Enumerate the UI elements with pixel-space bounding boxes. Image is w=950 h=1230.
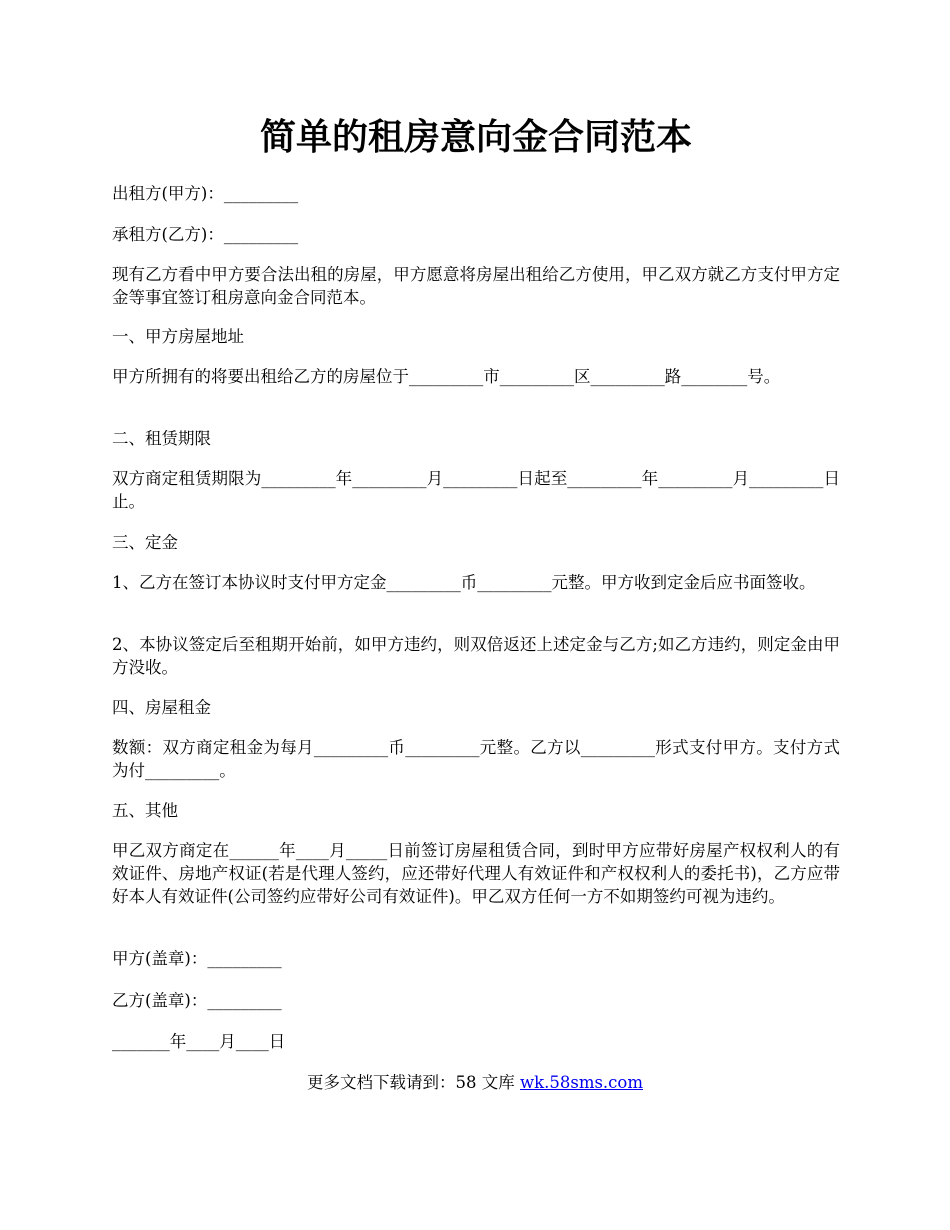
document-title: 简单的租房意向金合同范本	[259, 116, 692, 158]
intro-paragraph: 现有乙方看中甲方要合法出租的房屋，甲方愿意将房屋出租给乙方使用，甲乙双方就乙方支付甲方定金等事宜签订租房意向金合同范本。	[112, 265, 840, 307]
section4-text: 数额：双方商定租金为每月_________币_________元整。乙方以_________形式支付甲方。支付方式为付_________。	[112, 738, 840, 780]
section1-text: 甲方所拥有的将要出租给乙方的房屋位于_________市_________区_________路________号。	[112, 367, 781, 386]
section3-heading: 三、定金	[112, 533, 178, 552]
section5-text: 甲乙双方商定在______年____月_____日前签订房屋租赁合同，到时甲方应带好房屋产权权利人的有效证件、房地产权证(若是代理人签约，应还带好代理人有效证件和产权权利人的委托书)，乙方应带好本人有效证件(公司签约应带好公司有效证件)。甲乙双方任何一方不如期签约可视为违约。	[112, 841, 840, 906]
footer-link[interactable]: wk.58sms.com	[519, 1073, 643, 1092]
footer	[0, 1071, 950, 1094]
section3-item1: 1、乙方在签订本协议时支付甲方定金_________币_________元整。甲方收到定金后应书面签收。	[112, 573, 816, 592]
party-a-seal-line: 甲方(盖章)：_________	[112, 949, 282, 968]
party-b-seal-line: 乙方(盖章)：_________	[112, 991, 282, 1010]
footer-text: 更多文档下载请到：58 文库	[306, 1073, 520, 1092]
section3-item2: 2、本协议签定后至租期开始前，如甲方违约，则双倍返还上述定金与乙方;如乙方违约，则定金由甲方没收。	[112, 635, 840, 677]
section2-text: 双方商定租赁期限为_________年_________月_________日起至_________年_________月_________日止。	[112, 469, 840, 511]
section1-heading: 一、甲方房屋地址	[112, 327, 244, 346]
date-line: _______年____月____日	[112, 1032, 286, 1051]
section2-heading: 二、租赁期限	[112, 429, 211, 448]
lessor-line: 出租方(甲方)：_________	[112, 184, 299, 203]
lessee-line: 承租方(乙方)：_________	[112, 225, 299, 244]
section5-heading: 五、其他	[112, 801, 178, 820]
section4-heading: 四、房屋租金	[112, 698, 211, 717]
